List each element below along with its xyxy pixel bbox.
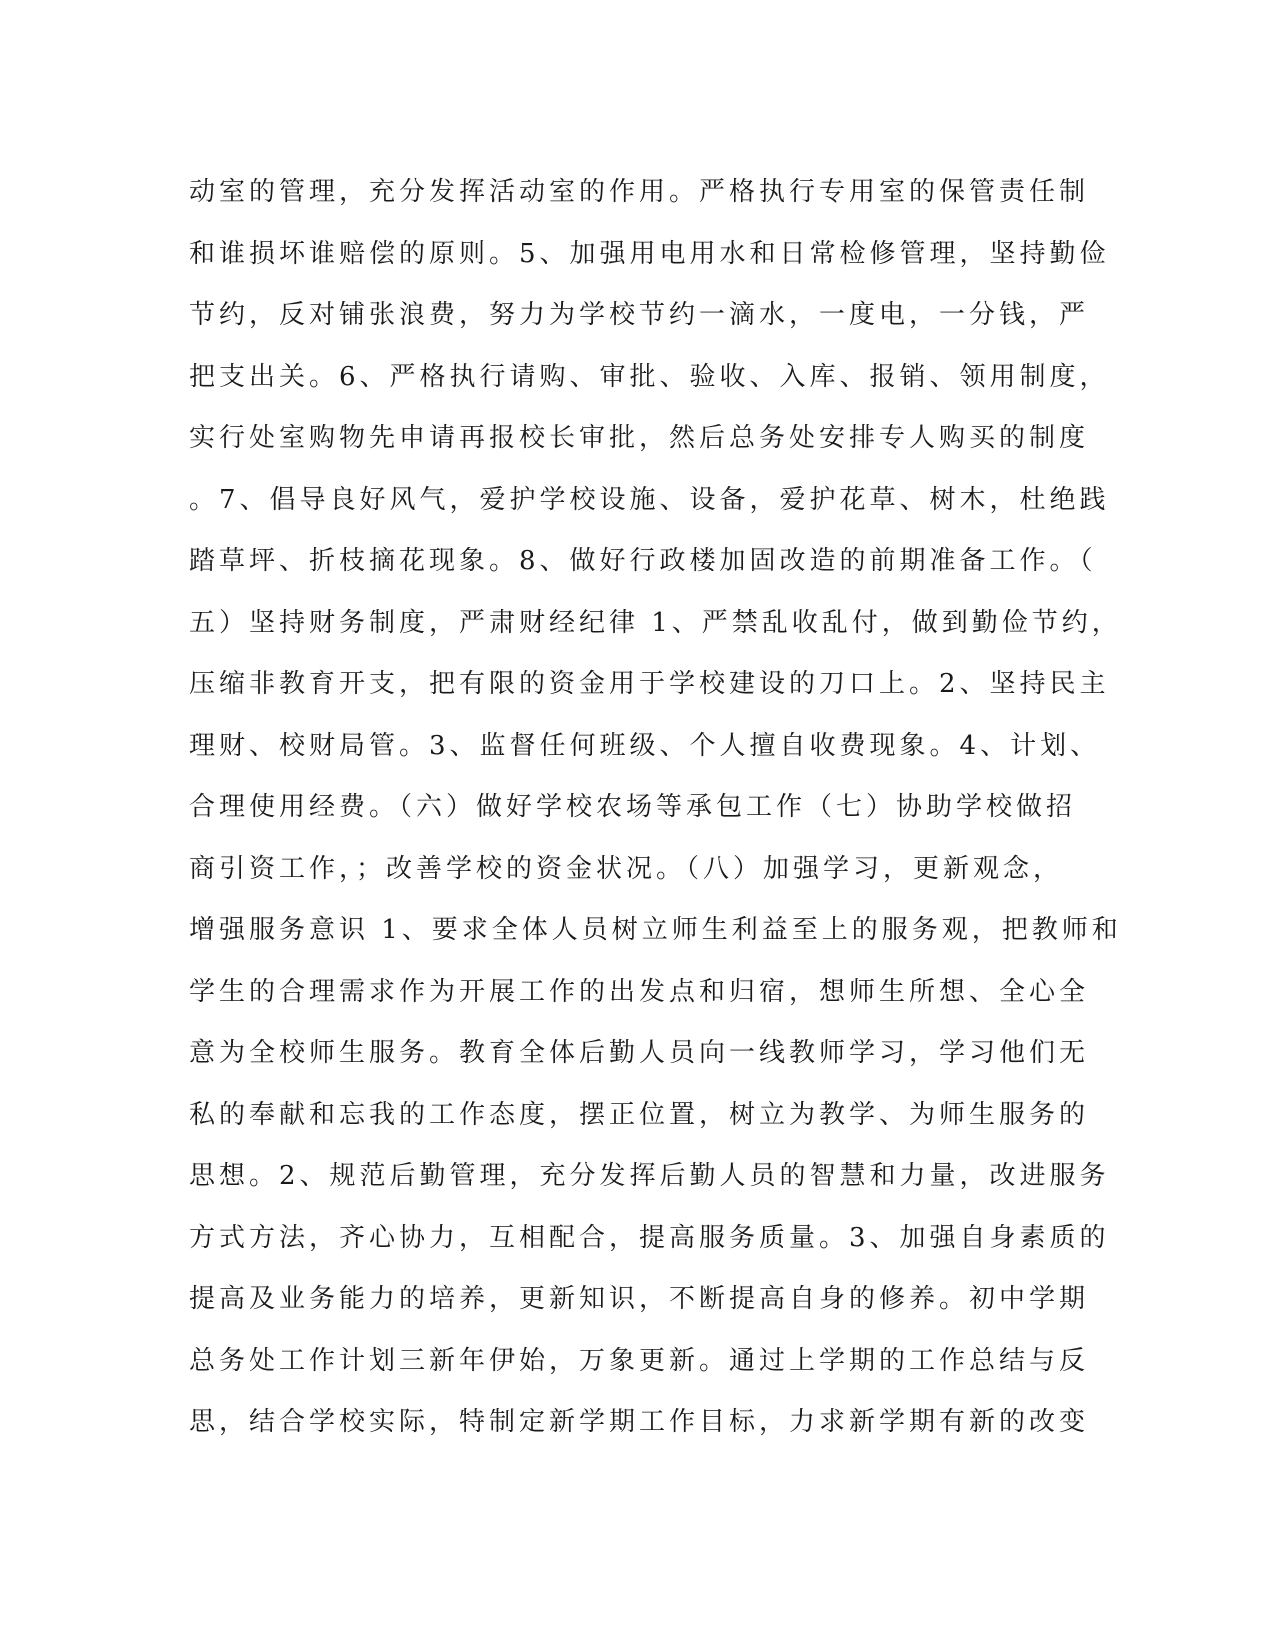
text-line: 动室的管理，充分发挥活动室的作用。严格执行专用室的保管责任制: [189, 177, 1090, 207]
text-line: 提高及业务能力的培养，更新知识，不断提高自身的修养。初中学期: [189, 1284, 1090, 1314]
body-text: [189, 162, 1122, 1454]
text-line: 学生的合理需求作为开展工作的出发点和归宿，想师生所想、全心全: [189, 976, 1090, 1007]
text-line: 方式方法，齐心协力，互相配合，提高服务质量。3、加强自身素质的: [189, 1222, 1110, 1253]
text-line: 五）坚持财务制度，严肃财经纪律 1、严禁乱收乱付，做到勤俭节约，: [189, 607, 1122, 638]
text-line: 总务处工作计划三新年伊始，万象更新。通过上学期的工作总结与反: [189, 1345, 1090, 1376]
text-line: 思想。2、规范后勤管理，充分发挥后勤人员的智慧和力量，改进服务: [189, 1161, 1110, 1191]
text-line: 私的奉献和忘我的工作态度，摆正位置，树立为教学、为师生服务的: [189, 1099, 1090, 1130]
text-line: 实行处室购物先申请再报校长审批，然后总务处安排专人购买的制度: [189, 423, 1090, 453]
text-line: 商引资工作，；改善学校的资金状况。（八）加强学习，更新观念，: [189, 853, 1064, 884]
text-line: 把支出关。6、严格执行请购、审批、验收、入库、报销、领用制度，: [189, 361, 1110, 392]
text-line: 和谁损坏谁赔偿的原则。5、加强用电用水和日常检修管理，坚持勤俭: [189, 238, 1110, 269]
text-line: 节约，反对铺张浪费，努力为学校节约一滴水，一度电，一分钱，严: [189, 300, 1090, 330]
text-line: 。7、倡导良好风气，爱护学校设施、设备，爱护花草、树木，杜绝践: [189, 484, 1110, 515]
text-line: 踏草坪、折枝摘花现象。8、做好行政楼加固改造的前期准备工作。（: [189, 546, 1097, 576]
text-line: 意为全校师生服务。教育全体后勤人员向一线教师学习，学习他们无: [189, 1038, 1090, 1068]
text-line: 压缩非教育开支，把有限的资金用于学校建设的刀口上。2、坚持民主: [189, 669, 1110, 699]
text-line: 增强服务意识 1、要求全体人员树立师生利益至上的服务观，把教师和: [189, 915, 1122, 945]
text-line: 思，结合学校实际，特制定新学期工作目标，力求新学期有新的改变: [189, 1407, 1090, 1437]
text-line: 合理使用经费。（六）做好学校农场等承包工作（七）协助学校做招: [189, 792, 1077, 822]
text-line: 理财、校财局管。3、监督任何班级、个人擅自收费现象。4、计划、: [189, 730, 1101, 761]
